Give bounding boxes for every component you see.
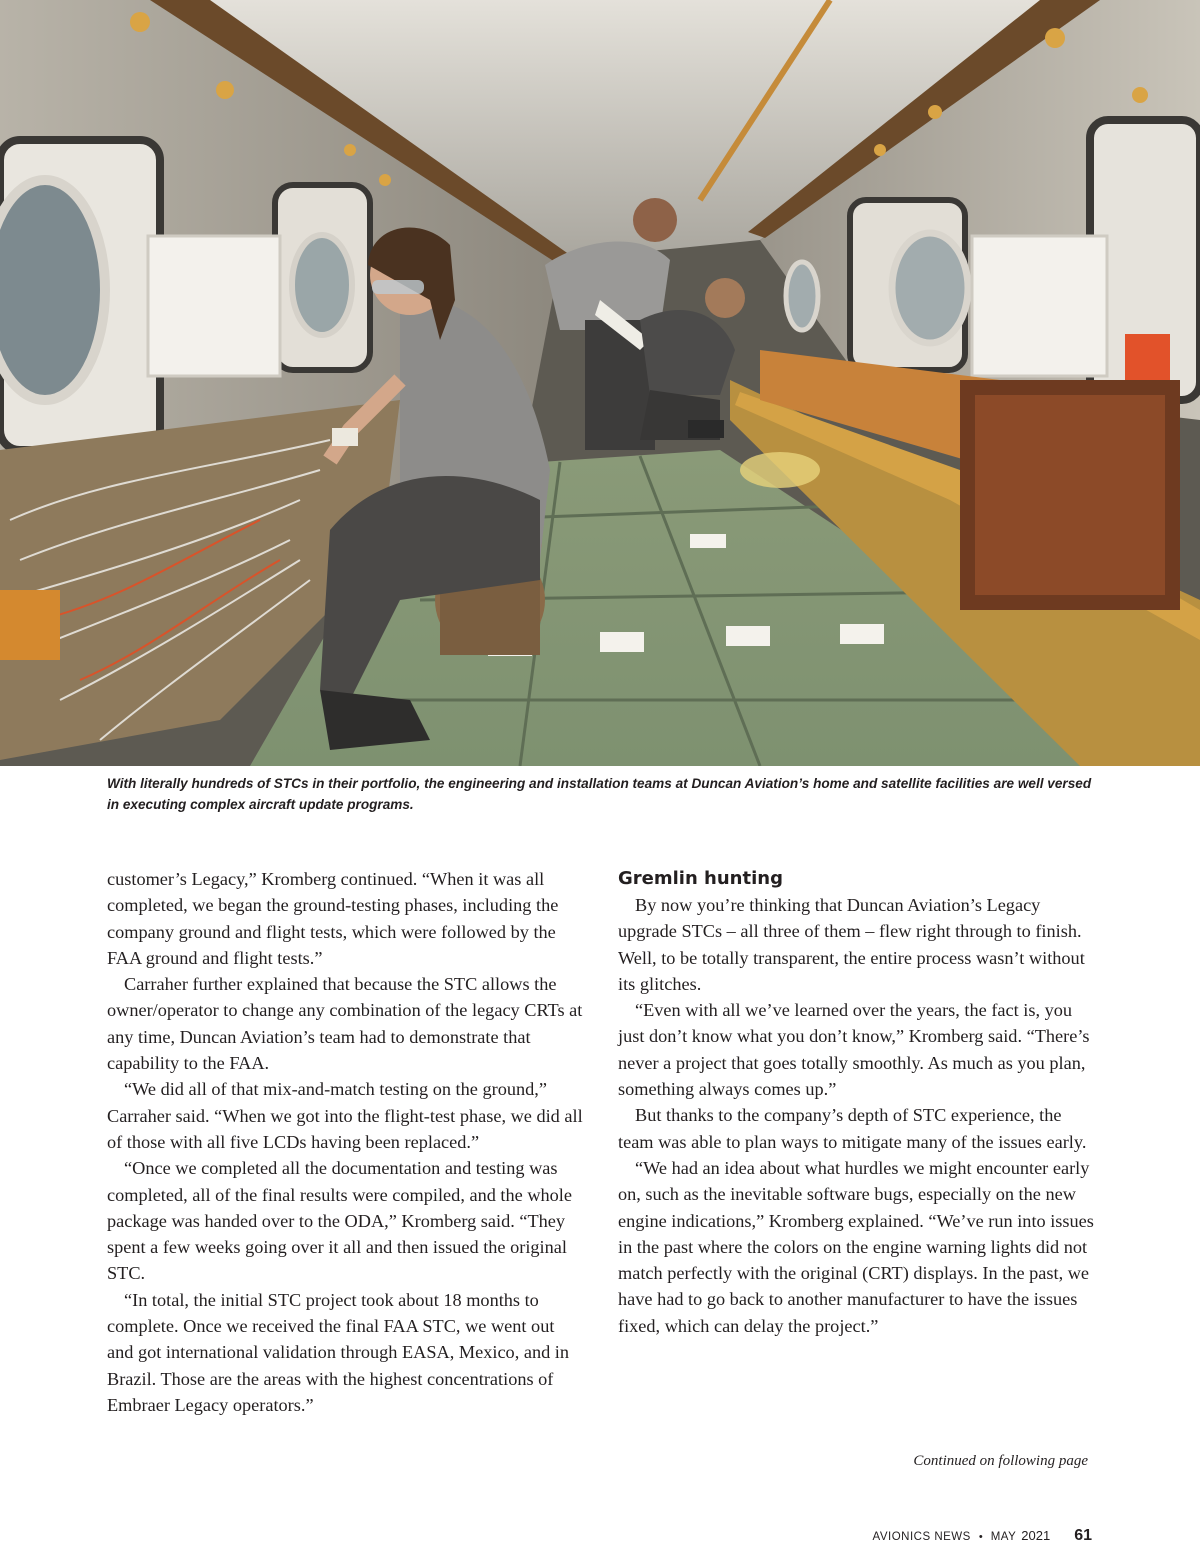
page-footer — [873, 1527, 1092, 1545]
magazine-name: AVIONICS NEWS — [872, 1531, 971, 1543]
section-subhead: Gremlin hunting — [618, 868, 783, 889]
right-paragraph-4: “We had an idea about what hurdles we might encounter early on, such as the inevitable software bugs, especially on the new engine indications,” Kromberg explained. “We’ve run into issues in the past where the colors on the engine warning lights did not match perfectly with the original (CRT) displays. In the past, we have had to go back to another manufacturer to have the issues fixed, which can delay the project.” — [618, 1157, 1094, 1336]
left-paragraph-5: “In total, the initial STC project took about 18 months to complete. Once we received the final FAA STC, we went out and got international validation through EASA, Mexico, and in Brazil. Those are the areas with the highest concentrations of Embraer Legacy operators.” — [107, 1289, 570, 1415]
right-column — [618, 866, 1096, 1339]
left-paragraph-2: Carraher further explained that because the STC allows the owner/operator to change any combination of the legacy CRTs at any time, Duncan Aviation’s team had to demonstrate that capability to the FAA. — [107, 974, 583, 1074]
right-paragraph-3: But thanks to the company’s depth of STC experience, the team was able to plan ways to mitigate many of the issues early. — [618, 1105, 1087, 1152]
left-paragraph-1: customer’s Legacy,” Kromberg continued. “When it was all completed, we began the ground-testing phases, including the company ground and flight tests, which were followed by the FAA ground and flight tests.” — [107, 869, 559, 968]
right-paragraph-2: “Even with all we’ve learned over the years, the fact is, you just don’t know what you don’t know,” Kromberg said. “There’s never a project that goes totally smoothly. As much as you plan, something always comes up.” — [618, 1000, 1090, 1100]
issue-year: 2021 — [1021, 1528, 1051, 1543]
left-column — [107, 866, 585, 1418]
continued-note: Continued on following page — [913, 1453, 1088, 1469]
issue-month: MAY — [990, 1531, 1017, 1543]
footer-bullet: • — [978, 1531, 983, 1543]
left-paragraph-4: “Once we completed all the documentation and testing was completed, all of the final results were compiled, and the whole package was handed over to the ODA,” Kromberg said. “They spent a few weeks going over it all and then issued the original STC. — [107, 1158, 573, 1284]
cabin-photo — [0, 0, 1200, 766]
photo-caption: With literally hundreds of STCs in their portfolio, the engineering and installation teams at Duncan Aviation’s home and satellite facilities are well versed in executing complex aircraft update programs. — [107, 776, 1092, 812]
page-number: 61 — [1074, 1527, 1092, 1544]
right-paragraph-1: By now you’re thinking that Duncan Aviation’s Legacy upgrade STCs – all three of them – flew right through to finish. Well, to be totally transparent, the entire process wasn’t without its glitches. — [618, 895, 1085, 994]
aircraft-cabin-illustration — [0, 0, 1200, 766]
left-paragraph-3: “We did all of that mix-and-match testing on the ground,” Carraher said. “When we got into the flight-test phase, we did all of those with all five LCDs having been replaced.” — [107, 1079, 583, 1152]
